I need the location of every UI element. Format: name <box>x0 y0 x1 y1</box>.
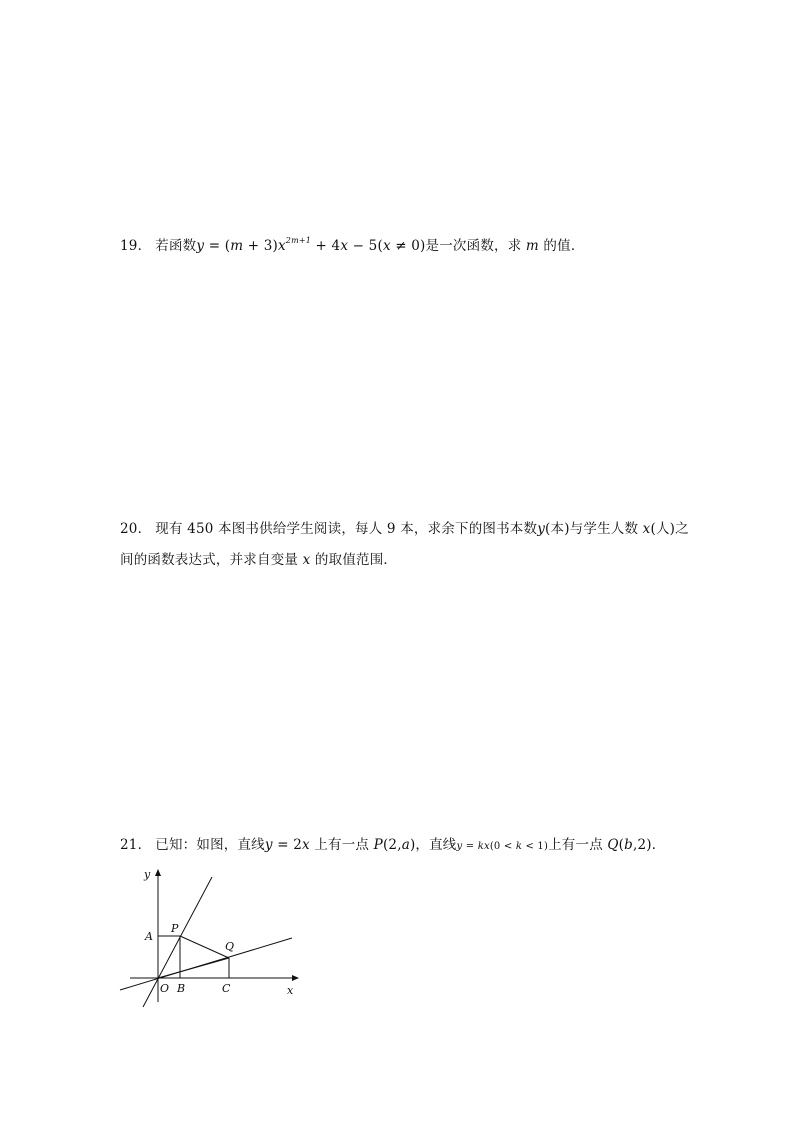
question-number: 19． <box>120 238 152 254</box>
label-o: O <box>160 982 170 995</box>
question-text: 若函数 <box>155 238 197 254</box>
question-number: 21． <box>120 837 152 853</box>
label-a: A <box>145 930 153 943</box>
label-y-axis: y <box>144 868 151 881</box>
question-21: 21． 已知：如图，直线y = 2x 上有一点 P(2,a)，直线y = kx(0 < k < 1)上有一点 Q(b,2)． <box>120 837 666 853</box>
coordinate-figure <box>110 862 310 1012</box>
label-p: P <box>171 922 179 935</box>
label-x-axis: x <box>287 984 294 997</box>
label-q: Q <box>225 940 235 953</box>
question-20-line-1: 20． 现有 450 本图书供给学生阅读，每人 9 本，求余下的图书本数y(本)与学生人数 x(人)之 <box>120 521 689 537</box>
question-number: 20． <box>120 521 152 537</box>
question-20-line-2: 间的函数表达式，并求自变量 x 的取值范围． <box>120 552 398 568</box>
segment-pq <box>180 936 229 958</box>
exponent: 2m+1 <box>285 236 312 245</box>
question-19: 19． 若函数$y = (m + 3)x^{2m+1} + 4x - 5(x \ne 0)$是一次函数，求 m 的值． <box>120 236 585 254</box>
label-b: B <box>177 982 186 995</box>
segment-oq <box>158 958 229 978</box>
label-c: C <box>222 982 231 995</box>
